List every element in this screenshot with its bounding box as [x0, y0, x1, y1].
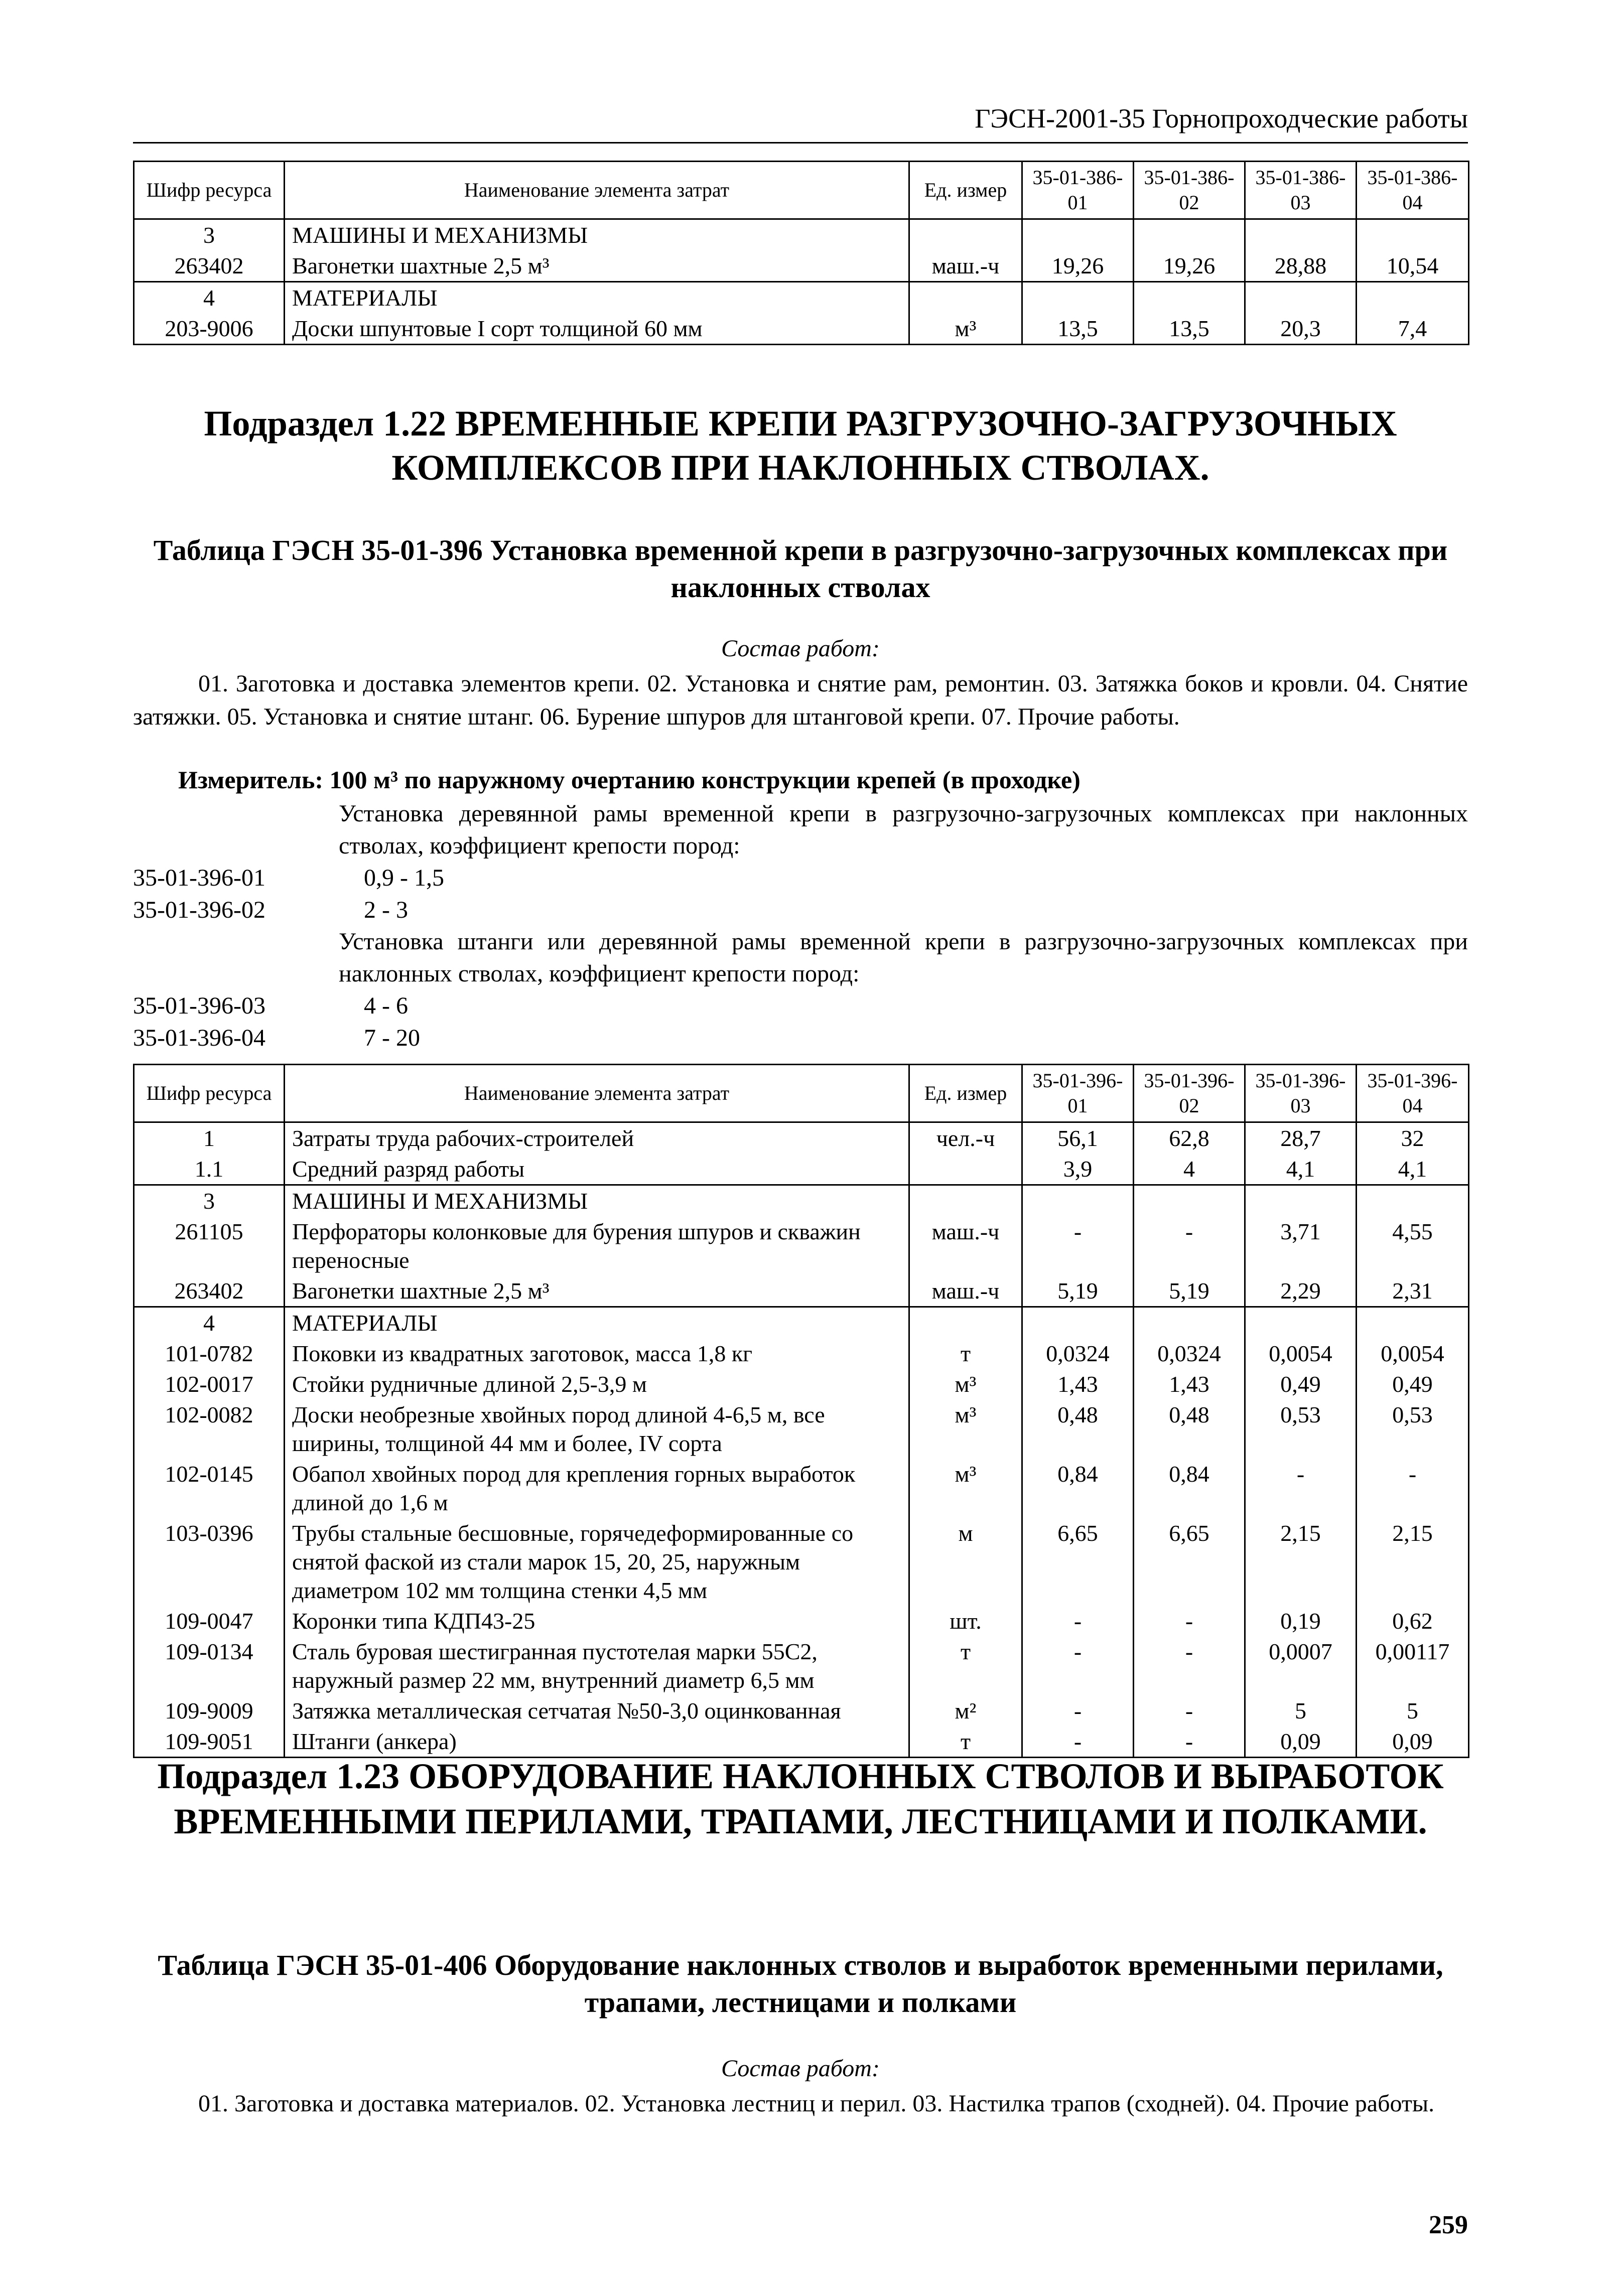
norm-value-cell: 19,26: [1134, 250, 1245, 282]
col-norm-header: 35-01-396-02: [1134, 1065, 1245, 1122]
resource-code-cell: 263402: [134, 1275, 285, 1307]
norm-value-cell: [1245, 1307, 1357, 1339]
unit-cell: м³: [909, 1369, 1022, 1399]
resource-name-cell: Поковки из квадратных заготовок, масса 1,8 кг: [285, 1338, 909, 1369]
resource-name-cell: Вагонетки шахтные 2,5 м³: [285, 250, 909, 282]
subsection-1-23-title: Подраздел 1.23 ОБОРУДОВАНИЕ НАКЛОННЫХ СТВОЛОВ И ВЫРАБОТОК ВРЕМЕННЫМИ ПЕРИЛАМИ, ТРАПАМИ, ЛЕСТНИЦАМИ И ПОЛКАМИ.: [157, 1756, 1444, 1841]
resource-code-cell: 3: [134, 1185, 285, 1217]
table-row: [134, 1185, 1469, 1217]
norm-value-cell: 5: [1245, 1695, 1357, 1726]
unit-cell: [909, 1185, 1022, 1217]
norm-value-cell: 0,62: [1357, 1606, 1469, 1636]
resource-name-cell: Штанги (анкера): [285, 1726, 909, 1758]
norm-value-cell: -: [1134, 1636, 1245, 1695]
norm-value-cell: 13,5: [1134, 313, 1245, 345]
table-row: [134, 1459, 1469, 1518]
table-row: [134, 282, 1469, 314]
norm-value-cell: [1245, 282, 1357, 314]
norm-value-cell: 5,19: [1134, 1275, 1245, 1307]
table-row: [134, 1216, 1469, 1275]
unit-cell: шт.: [909, 1606, 1022, 1636]
col-norm-header: 35-01-396-04: [1357, 1065, 1469, 1122]
norm-value-cell: [1245, 219, 1357, 251]
norm-value-cell: 0,0324: [1134, 1338, 1245, 1369]
norm-value-cell: 62,8: [1134, 1122, 1245, 1154]
resource-name-cell: Обапол хвойных пород для крепления горных выработок длиной до 1,6 м: [285, 1459, 909, 1518]
norm-value-cell: 0,0007: [1245, 1636, 1357, 1695]
norm-value-cell: [1357, 1185, 1469, 1217]
norm-value-cell: 2,15: [1357, 1518, 1469, 1606]
norm-value-cell: 0,53: [1245, 1399, 1357, 1459]
resource-table-396: [133, 1064, 1469, 1758]
col-unit-header: Ед. измер: [909, 162, 1022, 219]
unit-cell: м: [909, 1518, 1022, 1606]
norm-code: 35-01-396-02: [133, 897, 265, 923]
table-row: [134, 1275, 1469, 1307]
norm-value-cell: 0,09: [1245, 1726, 1357, 1758]
page-number: 259: [1429, 2211, 1468, 2239]
norm-value-cell: 56,1: [1022, 1122, 1134, 1154]
norm-value-cell: -: [1134, 1606, 1245, 1636]
resource-code-cell: 4: [134, 282, 285, 314]
norm-value-cell: [1022, 1307, 1134, 1339]
norm-value-cell: 5,19: [1022, 1275, 1134, 1307]
meter-line: Измеритель: 100 м³ по наружному очертанию конструкции крепей (в проходке): [178, 766, 1081, 794]
resource-code-cell: 109-0047: [134, 1606, 285, 1636]
variant-description: Установка деревянной рамы временной крепи в разгрузочно-загрузочных комплексах при наклонных стволах, коэффициент крепости пород:: [339, 800, 1468, 859]
resource-name-cell: МАТЕРИАЛЫ: [285, 282, 909, 314]
resource-name-cell: Средний разряд работы: [285, 1154, 909, 1185]
resource-code-cell: 109-9051: [134, 1726, 285, 1758]
resource-code-cell: 109-0134: [134, 1636, 285, 1695]
unit-cell: м³: [909, 1399, 1022, 1459]
norm-value-cell: 0,49: [1357, 1369, 1469, 1399]
norm-value-cell: 0,49: [1245, 1369, 1357, 1399]
norm-value-cell: 32: [1357, 1122, 1469, 1154]
col-norm-header: 35-01-386-01: [1022, 162, 1134, 219]
norm-code: 35-01-396-03: [133, 992, 265, 1019]
norm-value-cell: 3,71: [1245, 1216, 1357, 1275]
composition-label: Состав работ:: [721, 2055, 880, 2082]
resource-code-cell: 109-9009: [134, 1695, 285, 1726]
table-body: [134, 1122, 1469, 1758]
norm-value-cell: [1022, 219, 1134, 251]
norm-code-line: [133, 894, 408, 926]
unit-cell: [909, 219, 1022, 251]
table-row: [134, 250, 1469, 282]
table-row: [134, 1122, 1469, 1154]
norm-range: 0,9 - 1,5: [364, 865, 444, 891]
norm-value-cell: 0,84: [1022, 1459, 1134, 1518]
norm-value-cell: [1357, 219, 1469, 251]
resource-code-cell: 4: [134, 1307, 285, 1339]
resource-code-cell: 102-0017: [134, 1369, 285, 1399]
norm-code-line: [133, 990, 408, 1022]
norm-code-line: [133, 1022, 420, 1054]
unit-cell: маш.-ч: [909, 1275, 1022, 1307]
table-396-title: Таблица ГЭСН 35-01-396 Установка временной крепи в разгрузочно-загрузочных комплексах при наклонных стволах: [153, 534, 1448, 604]
resource-name-cell: Сталь буровая шестигранная пустотелая марки 55С2, наружный размер 22 мм, внутренний диаметр 6,5 мм: [285, 1636, 909, 1695]
unit-cell: т: [909, 1726, 1022, 1758]
col-name-header: Наименование элемента затрат: [285, 162, 909, 219]
norm-value-cell: 4: [1134, 1154, 1245, 1185]
norm-value-cell: -: [1022, 1695, 1134, 1726]
resource-name-cell: Коронки типа КДП43-25: [285, 1606, 909, 1636]
norm-value-cell: [1357, 282, 1469, 314]
table-row: [134, 1606, 1469, 1636]
norm-value-cell: 0,53: [1357, 1399, 1469, 1459]
col-name-header: Наименование элемента затрат: [285, 1065, 909, 1122]
header-rule: [133, 142, 1468, 144]
table-row: [134, 1726, 1469, 1758]
norm-value-cell: 0,19: [1245, 1606, 1357, 1636]
unit-cell: т: [909, 1338, 1022, 1369]
table-406-title: Таблица ГЭСН 35-01-406 Оборудование наклонных стволов и выработок временными перилами, трапами, лестницами и полками: [158, 1949, 1443, 2019]
norm-value-cell: 0,84: [1134, 1459, 1245, 1518]
table-row: [134, 313, 1469, 345]
norm-value-cell: 10,54: [1357, 250, 1469, 282]
norm-value-cell: 7,4: [1357, 313, 1469, 345]
norm-code: 35-01-396-04: [133, 1025, 265, 1051]
unit-cell: м²: [909, 1695, 1022, 1726]
norm-value-cell: 0,0054: [1245, 1338, 1357, 1369]
col-code-header: Шифр ресурса: [134, 1065, 285, 1122]
resource-code-cell: 203-9006: [134, 313, 285, 345]
norm-value-cell: 0,00117: [1357, 1636, 1469, 1695]
unit-cell: [909, 1307, 1022, 1339]
table-row: [134, 1518, 1469, 1606]
table-row: [134, 1636, 1469, 1695]
col-norm-header: 35-01-386-03: [1245, 162, 1357, 219]
resource-name-cell: Трубы стальные бесшовные, горячедеформированные со снятой фаской из стали марок 15, 20, 25, наружным диаметром 102 мм толщина стенки 4,5 мм: [285, 1518, 909, 1606]
norm-value-cell: 2,31: [1357, 1275, 1469, 1307]
resource-name-cell: Доски необрезные хвойных пород длиной 4-6,5 м, все ширины, толщиной 44 мм и более, IV сорта: [285, 1399, 909, 1459]
unit-cell: маш.-ч: [909, 1216, 1022, 1275]
variant-description: Установка штанги или деревянной рамы временной крепи в разгрузочно-загрузочных комплексах при наклонных стволах, коэффициент крепости пород:: [339, 928, 1468, 987]
norm-value-cell: [1022, 1185, 1134, 1217]
norm-value-cell: 3,9: [1022, 1154, 1134, 1185]
table-body: [134, 219, 1469, 345]
norm-value-cell: -: [1022, 1216, 1134, 1275]
resource-name-cell: МАШИНЫ И МЕХАНИЗМЫ: [285, 1185, 909, 1217]
resource-code-cell: 263402: [134, 250, 285, 282]
col-norm-header: 35-01-386-02: [1134, 162, 1245, 219]
unit-cell: [909, 282, 1022, 314]
norm-value-cell: 0,09: [1357, 1726, 1469, 1758]
norm-value-cell: [1357, 1307, 1469, 1339]
unit-cell: [909, 1154, 1022, 1185]
col-unit-header: Ед. измер: [909, 1065, 1022, 1122]
norm-value-cell: [1245, 1185, 1357, 1217]
norm-code: 35-01-396-01: [133, 865, 265, 891]
norm-value-cell: [1134, 1185, 1245, 1217]
table-row: [134, 219, 1469, 251]
resource-name-cell: Доски шпунтовые I сорт толщиной 60 мм: [285, 313, 909, 345]
resource-name-cell: Стойки рудничные длиной 2,5-3,9 м: [285, 1369, 909, 1399]
resource-name-cell: МАШИНЫ И МЕХАНИЗМЫ: [285, 219, 909, 251]
unit-cell: м³: [909, 313, 1022, 345]
col-norm-header: 35-01-386-04: [1357, 162, 1469, 219]
norm-value-cell: [1134, 1307, 1245, 1339]
composition-label: Состав работ:: [721, 635, 880, 662]
unit-cell: т: [909, 1636, 1022, 1695]
running-header: ГЭСН-2001-35 Горнопроходческие работы: [975, 103, 1468, 133]
norm-value-cell: 1,43: [1022, 1369, 1134, 1399]
norm-value-cell: -: [1022, 1726, 1134, 1758]
norm-value-cell: -: [1134, 1216, 1245, 1275]
norm-value-cell: 20,3: [1245, 313, 1357, 345]
subsection-1-22-title: Подраздел 1.22 ВРЕМЕННЫЕ КРЕПИ РАЗГРУЗОЧНО-ЗАГРУЗОЧНЫХ КОМПЛЕКСОВ ПРИ НАКЛОННЫХ СТВОЛАХ.: [204, 403, 1397, 488]
norm-value-cell: 0,0054: [1357, 1338, 1469, 1369]
table-row: [134, 1154, 1469, 1185]
norm-value-cell: 13,5: [1022, 313, 1134, 345]
unit-cell: м³: [909, 1459, 1022, 1518]
col-norm-header: 35-01-396-01: [1022, 1065, 1134, 1122]
norm-value-cell: -: [1245, 1459, 1357, 1518]
norm-value-cell: [1134, 219, 1245, 251]
resource-code-cell: 1: [134, 1122, 285, 1154]
norm-value-cell: 5: [1357, 1695, 1469, 1726]
norm-value-cell: 4,1: [1357, 1154, 1469, 1185]
resource-name-cell: Вагонетки шахтные 2,5 м³: [285, 1275, 909, 1307]
table-header-row: [134, 162, 1469, 219]
norm-value-cell: [1134, 282, 1245, 314]
resource-code-cell: 101-0782: [134, 1338, 285, 1369]
composition-text: 01. Заготовка и доставка элементов крепи. 02. Установка и снятие рам, ремонтин. 03. Затяжка боков и кровли. 04. Снятие затяжки. 05. Установка и снятие штанг. 06. Бурение шпуров для штанговой крепи. 07. Прочие работы.: [133, 670, 1468, 730]
resource-code-cell: 102-0082: [134, 1399, 285, 1459]
norm-value-cell: 0,0324: [1022, 1338, 1134, 1369]
norm-value-cell: 28,7: [1245, 1122, 1357, 1154]
norm-range: 4 - 6: [364, 992, 408, 1019]
norm-value-cell: 0,48: [1022, 1399, 1134, 1459]
resource-code-cell: 261105: [134, 1216, 285, 1275]
col-norm-header: 35-01-396-03: [1245, 1065, 1357, 1122]
norm-value-cell: -: [1357, 1459, 1469, 1518]
norm-value-cell: 6,65: [1134, 1518, 1245, 1606]
norm-value-cell: 4,1: [1245, 1154, 1357, 1185]
norm-value-cell: -: [1134, 1695, 1245, 1726]
resource-code-cell: 1.1: [134, 1154, 285, 1185]
table-header-row: [134, 1065, 1469, 1122]
norm-range: 7 - 20: [364, 1025, 420, 1051]
unit-cell: маш.-ч: [909, 250, 1022, 282]
table-row: [134, 1338, 1469, 1369]
norm-value-cell: 28,88: [1245, 250, 1357, 282]
norm-value-cell: -: [1022, 1636, 1134, 1695]
norm-range: 2 - 3: [364, 897, 408, 923]
col-code-header: Шифр ресурса: [134, 162, 285, 219]
resource-name-cell: МАТЕРИАЛЫ: [285, 1307, 909, 1339]
norm-value-cell: 4,55: [1357, 1216, 1469, 1275]
norm-value-cell: 6,65: [1022, 1518, 1134, 1606]
table-row: [134, 1307, 1469, 1339]
resource-code-cell: 102-0145: [134, 1459, 285, 1518]
table-row: [134, 1369, 1469, 1399]
resource-code-cell: 103-0396: [134, 1518, 285, 1606]
unit-cell: чел.-ч: [909, 1122, 1022, 1154]
norm-code-line: [133, 862, 444, 894]
norm-value-cell: 2,29: [1245, 1275, 1357, 1307]
norm-value-cell: -: [1134, 1726, 1245, 1758]
composition-text: 01. Заготовка и доставка материалов. 02. Установка лестниц и перил. 03. Настилка трапов (сходней). 04. Прочие работы.: [198, 2090, 1435, 2117]
norm-value-cell: -: [1022, 1606, 1134, 1636]
resource-name-cell: Перфораторы колонковые для бурения шпуров и скважин переносные: [285, 1216, 909, 1275]
norm-value-cell: 0,48: [1134, 1399, 1245, 1459]
table-row: [134, 1695, 1469, 1726]
resource-code-cell: 3: [134, 219, 285, 251]
norm-value-cell: [1022, 282, 1134, 314]
resource-name-cell: Затраты труда рабочих-строителей: [285, 1122, 909, 1154]
norm-value-cell: 19,26: [1022, 250, 1134, 282]
norm-value-cell: 1,43: [1134, 1369, 1245, 1399]
table-row: [134, 1399, 1469, 1459]
resource-table-386: [133, 161, 1469, 345]
norm-value-cell: 2,15: [1245, 1518, 1357, 1606]
resource-name-cell: Затяжка металлическая сетчатая №50-3,0 оцинкованная: [285, 1695, 909, 1726]
